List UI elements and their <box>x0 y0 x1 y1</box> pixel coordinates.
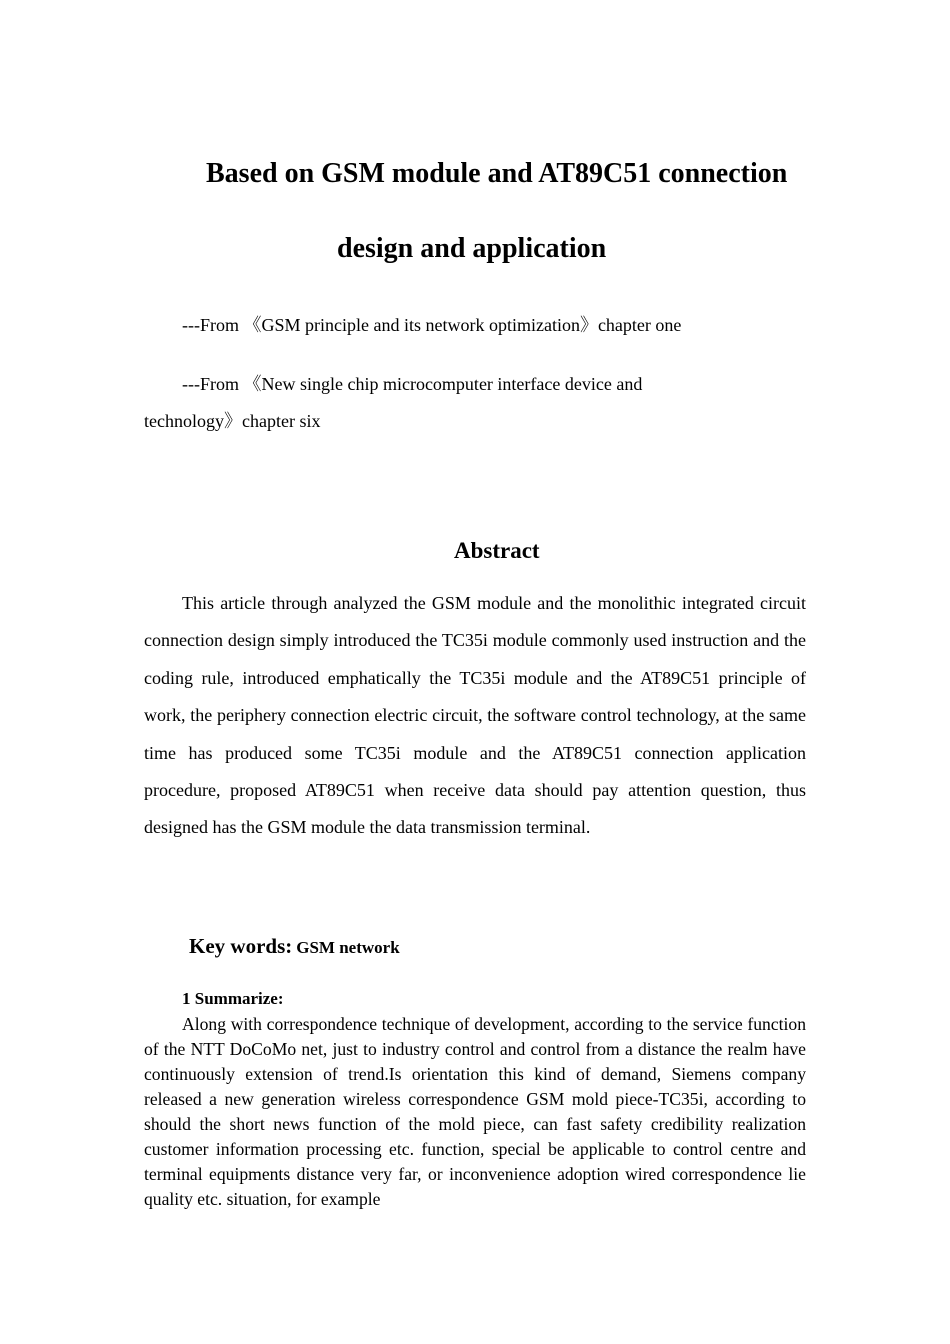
source-reference-2 <box>144 366 806 440</box>
source-reference-2-continuation: technology》chapter six <box>144 411 321 431</box>
abstract-body: This article through analyzed the GSM module and the monolithic integrated circuit connection design simply introduced the TC35i module commonly used instruction and the coding rule, introduced emphatically the TC35i module and the AT89C51 principle of work, the periphery connection electric circuit, the software control technology, at the same time has produced some TC35i module and the AT89C51 connection application procedure, proposed AT89C51 when receive data should pay attention question, thus designed has the GSM module the data transmission terminal. <box>144 593 806 838</box>
keywords-label: Key words: <box>189 934 293 958</box>
abstract-heading: Abstract <box>454 538 540 563</box>
source-reference-1 <box>144 307 806 344</box>
section-heading-summarize: 1 Summarize: <box>182 989 284 1008</box>
document-title-line-2: design and application <box>337 233 607 264</box>
keywords-value: GSM network <box>296 938 400 957</box>
section-body-summarize: Along with correspondence technique of development, according to the service function of the NTT DoCoMo net, just to industry control and control from a distance the realm have continuously extension of trend.Is orientation this kind of demand, Siemens company released a new generation wireless correspondence GSM mold piece-TC35i, according to should the short news function of the mold piece, can fast safety credibility realization customer information processing etc. function, special be applicable to control centre and terminal equipments distance very far, or inconvenience adoption wired correspondence lie quality etc. situation, for example <box>144 1014 806 1209</box>
source-reference-2-text: ---From 《New single chip microcomputer interface device and <box>182 374 643 394</box>
keywords <box>189 934 400 959</box>
document-title-line-1: Based on GSM module and AT89C51 connection <box>206 158 788 189</box>
source-reference-1-text: ---From 《GSM principle and its network optimization》chapter one <box>182 315 682 335</box>
